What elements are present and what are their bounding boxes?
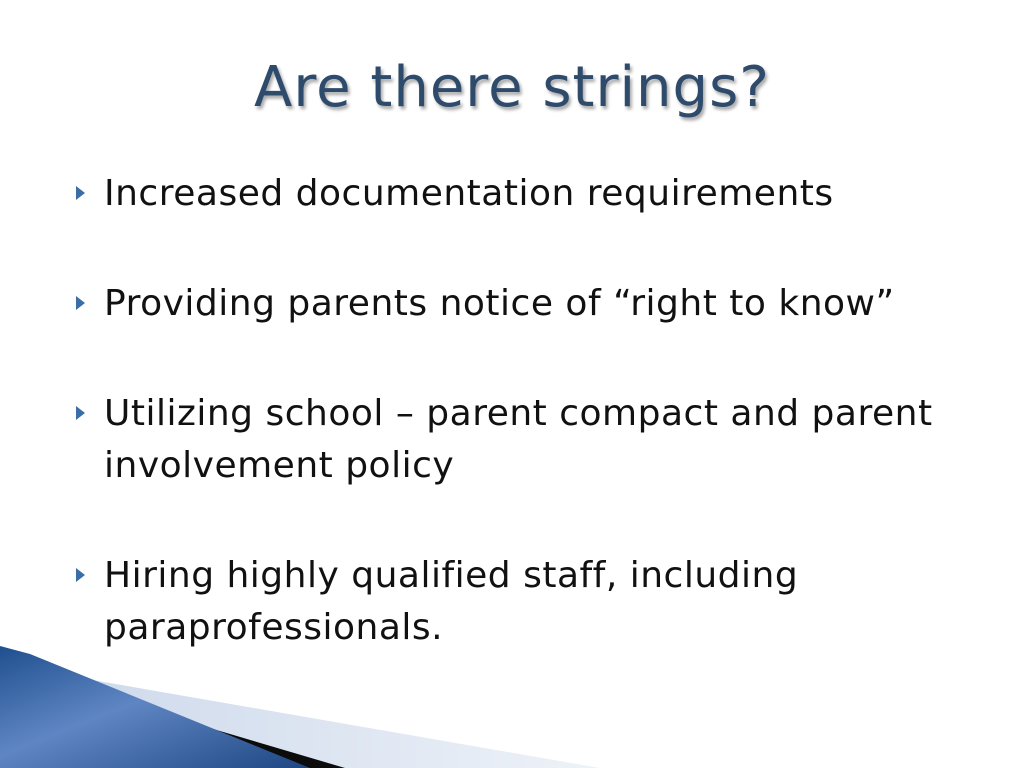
- slide-title: Are there strings?: [254, 55, 770, 120]
- bullet-text: Utilizing school – parent compact and parent involvement policy: [104, 393, 933, 486]
- triangle-right-icon: [76, 186, 85, 200]
- bullet-item: [70, 550, 970, 654]
- triangle-right-icon: [76, 568, 85, 582]
- bullet-list: [70, 168, 970, 654]
- bullet-item: [70, 278, 970, 330]
- triangle-right-icon: [76, 296, 85, 310]
- corner-decoration: [0, 646, 600, 768]
- bullet-item: [70, 168, 970, 220]
- blue-wedge: [0, 646, 310, 768]
- bullet-item: [70, 388, 970, 492]
- bullet-text: Increased documentation requirements: [104, 173, 834, 214]
- bullet-text: Providing parents notice of “right to know”: [104, 283, 895, 324]
- bullet-text: Hiring highly qualified staff, including paraprofessionals.: [104, 555, 799, 648]
- triangle-right-icon: [76, 406, 85, 420]
